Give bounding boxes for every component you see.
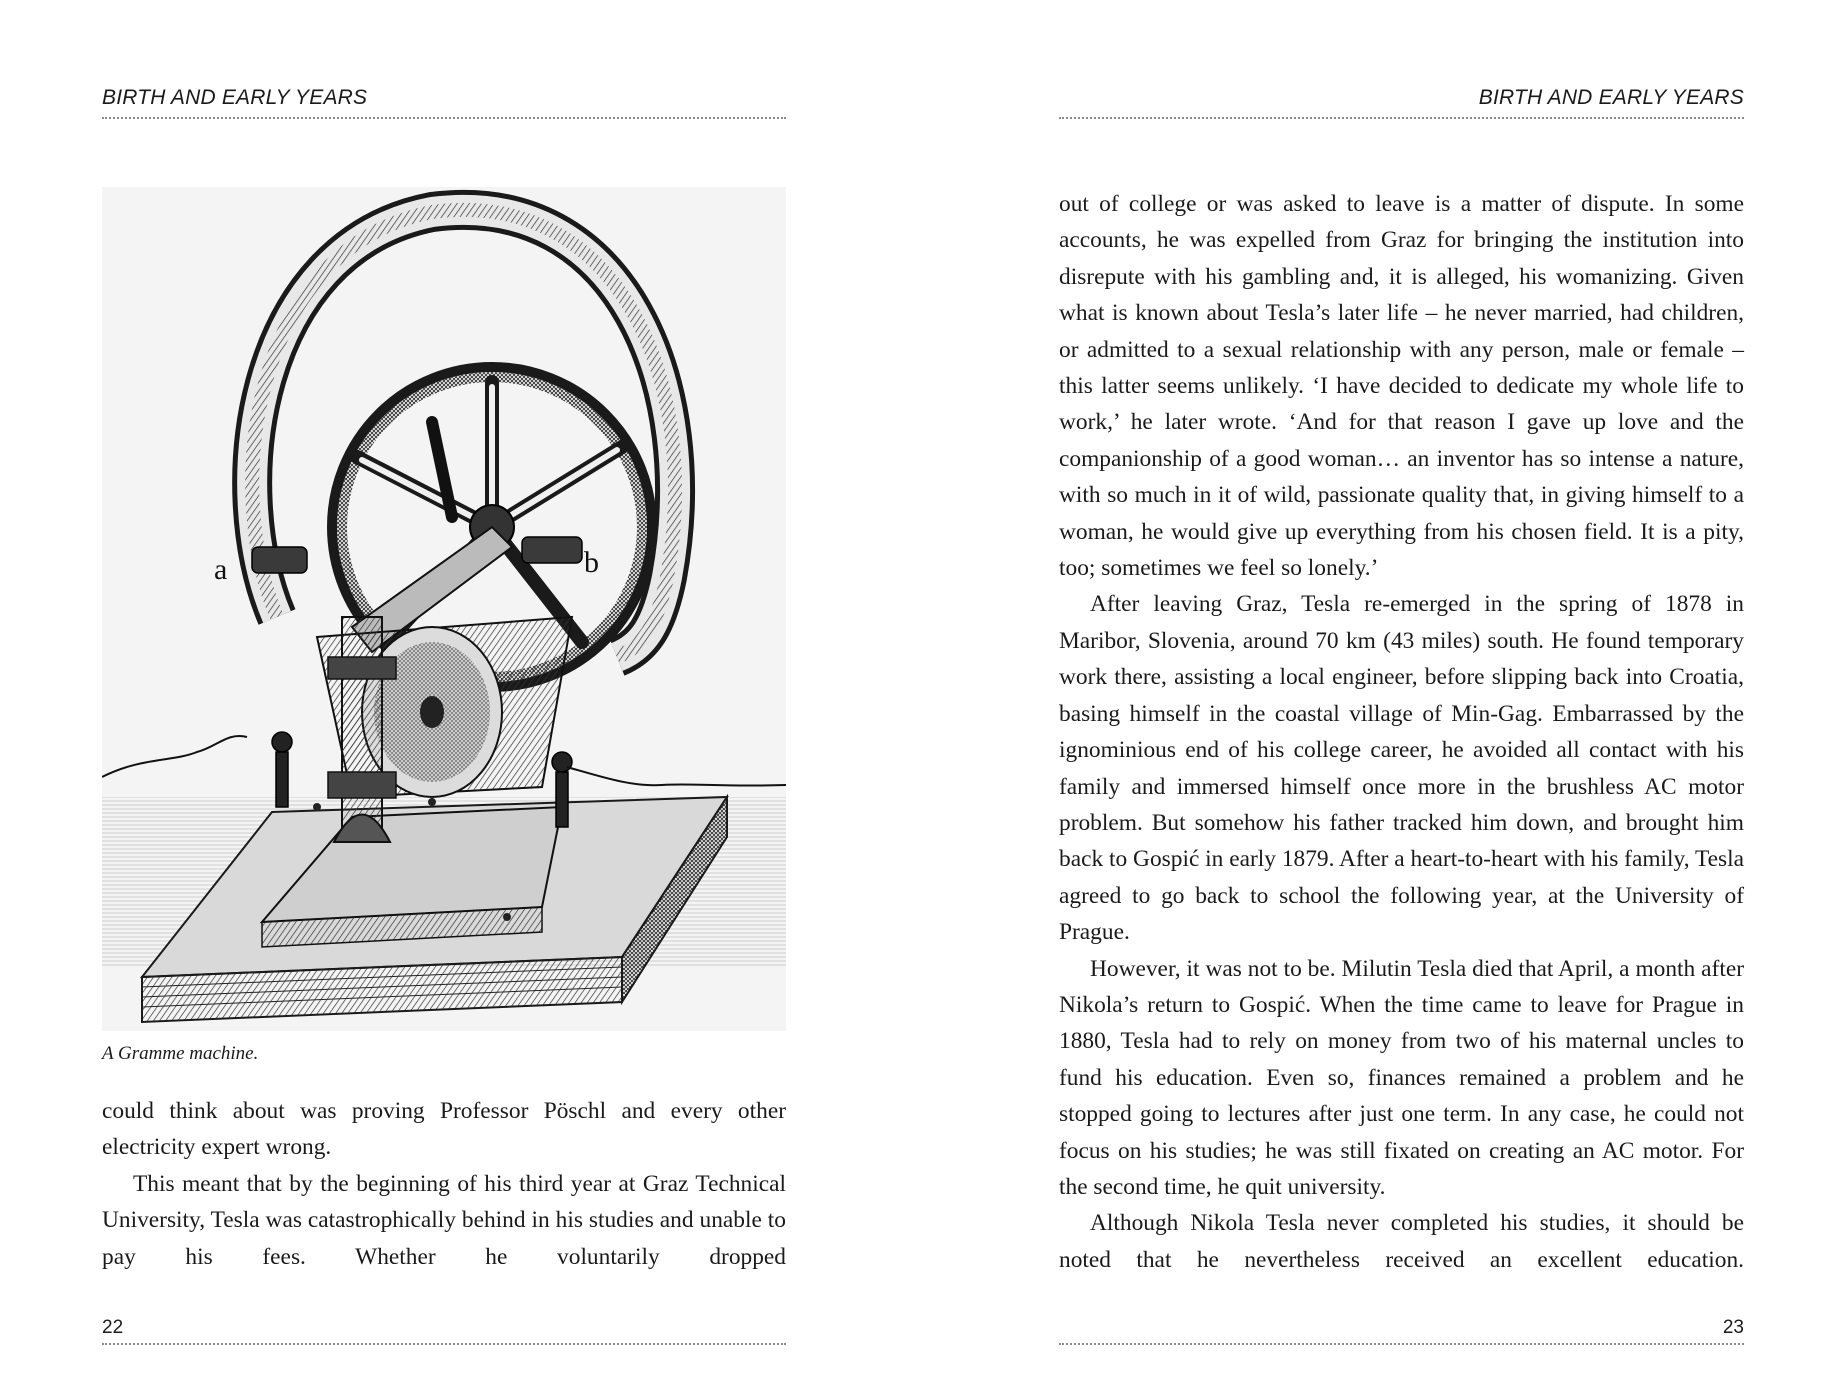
page-number: 23 [1722, 1317, 1744, 1338]
body-text [1059, 186, 1744, 1278]
footer-rule [102, 1343, 786, 1345]
body-text [102, 1093, 786, 1275]
figure-label-a: a [214, 553, 228, 586]
figure-caption: A Gramme machine. [102, 1043, 259, 1064]
engraving-svg [102, 187, 786, 1031]
footer-rule [1059, 1343, 1744, 1345]
paragraph: This meant that by the beginning of his third year at Graz Technical University, Tesla was catastrophically behind in his studies and unable to pay his fees. Whether he voluntarily dropped [102, 1170, 786, 1270]
gramme-machine-engraving [102, 187, 786, 1031]
running-head: BIRTH AND EARLY YEARS [102, 86, 368, 109]
running-head: BIRTH AND EARLY YEARS [1478, 86, 1744, 109]
header-rule [1059, 117, 1744, 119]
header-rule [102, 117, 786, 119]
paragraph: out of college or was asked to leave is a matter of dispute. In some accounts, he was expelled from Graz for bringing the institution into disrepute with his gambling and, it is alleged, his womanizing. Given what is known about Tesla’s later life – he never married, had children, or admitted to a sexual relationship with any person, male or female – this latter seems unlikely. ‘I have decided to dedicate my whole life to work,’ he later wrote. ‘And for that reason I gave up love and the companionship of a good woman… an inventor has so intense a nature, with so much in it of wild, passionate quality that, in giving himself to a woman, he would give up everything from his chosen field. It is a pity, too; sometimes we feel so lonely.’ [1059, 191, 1744, 582]
page-number: 22 [102, 1317, 124, 1338]
paragraph: could think about was proving Professor Pöschl and every other electricity expert wrong. [102, 1098, 786, 1161]
right-page [915, 0, 1831, 1400]
paragraph: Although Nikola Tesla never completed his studies, it should be noted that he nevertheless received an excellent education. [1059, 1210, 1744, 1273]
paragraph: After leaving Graz, Tesla re-emerged in the spring of 1878 in Maribor, Slovenia, around 70 km (43 miles) south. He found temporary work there, assisting a local engineer, before slipping back into Croatia, basing himself in the coastal village of Min-Gag. Embarrassed by the ignominious end of his college career, he avoided all contact with his family and immersed himself once more in the brushless AC motor problem. But somehow his father tracked him down, and brought him back to Gospić in early 1879. After a heart-to-heart with his family, Tesla agreed to go back to school the following year, at the University of Prague. [1059, 591, 1744, 946]
left-page [0, 0, 915, 1400]
paragraph: However, it was not to be. Milutin Tesla died that April, a month after Nikola’s return to Gospić. When the time came to leave for Prague in 1880, Tesla had to rely on money from two of his maternal uncles to fund his education. Even so, finances remained a problem and he stopped going to lectures after just one term. In any case, he could not focus on his studies; he was still fixated on creating an AC motor. For the second time, he quit university. [1059, 955, 1744, 1200]
figure-label-b: b [584, 546, 599, 579]
